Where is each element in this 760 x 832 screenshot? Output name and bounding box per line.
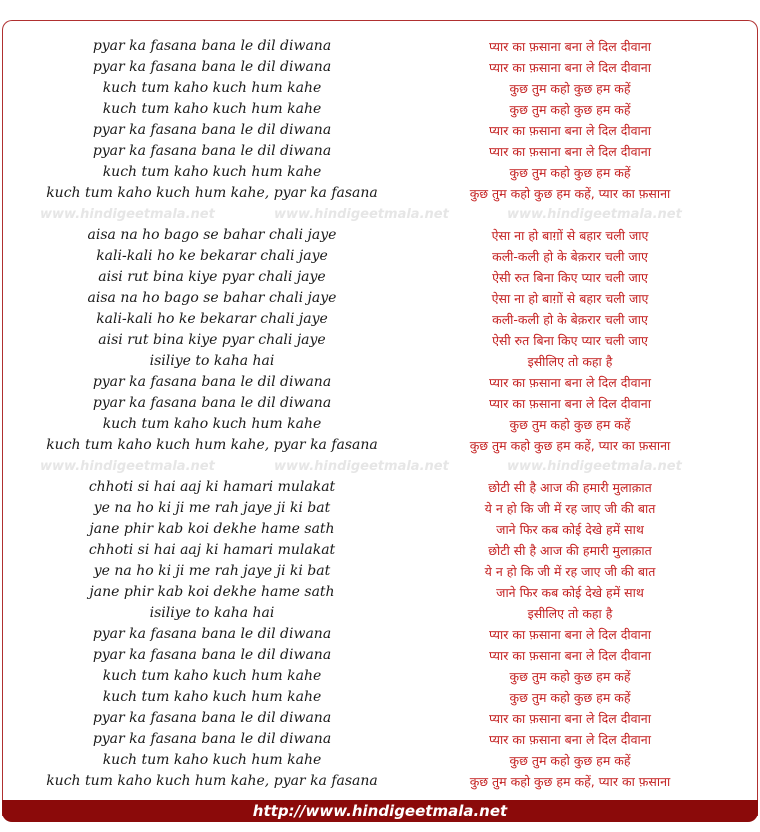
lyric-english: chhoti si hai aaj ki hamari mulakat <box>88 479 336 495</box>
lyric-hindi: इसीलिए तो कहा है <box>527 606 613 621</box>
lyric-hindi: छोटी सी है आज की हमारी मुलाक़ात <box>488 480 652 495</box>
lyric-english: kuch tum kaho kuch hum kahe, pyar ka fasana <box>46 185 378 201</box>
lyric-hindi: प्यार का फ़साना बना ले दिल दीवाना <box>489 375 651 390</box>
lyric-english: aisi rut bina kiye pyar chali jaye <box>98 332 326 348</box>
lyric-line <box>0 309 760 330</box>
lyric-english: pyar ka fasana bana le dil diwana <box>92 38 332 54</box>
lyric-hindi: ऐसी रुत बिना किए प्यार चली जाए <box>492 333 648 348</box>
lyric-hindi: ऐसा ना हो बाग़ों से बहार चली जाए <box>491 228 649 243</box>
lyrics-body <box>0 36 760 792</box>
lyric-english: kuch tum kaho kuch hum kahe <box>102 80 322 96</box>
lyric-english: aisi rut bina kiye pyar chali jaye <box>98 269 326 285</box>
lyric-english: kuch tum kaho kuch hum kahe <box>102 752 322 768</box>
lyric-hindi: प्यार का फ़साना बना ले दिल दीवाना <box>489 732 651 747</box>
lyric-hindi: कली-कली हो के बेक़रार चली जाए <box>492 249 648 264</box>
lyric-line <box>0 519 760 540</box>
lyric-line <box>0 666 760 687</box>
lyric-english: pyar ka fasana bana le dil diwana <box>92 122 332 138</box>
lyric-english: pyar ka fasana bana le dil diwana <box>92 731 332 747</box>
lyric-hindi: कली-कली हो के बेक़रार चली जाए <box>492 312 648 327</box>
lyric-line <box>0 561 760 582</box>
lyric-line <box>0 393 760 414</box>
lyric-line <box>0 162 760 183</box>
lyric-hindi: छोटी सी है आज की हमारी मुलाक़ात <box>488 543 652 558</box>
lyric-hindi: कुछ तुम कहो कुछ हम कहें, प्यार का फ़साना <box>469 774 671 789</box>
lyric-hindi: ऐसा ना हो बाग़ों से बहार चली जाए <box>491 291 649 306</box>
lyric-line <box>0 708 760 729</box>
lyric-hindi: कुछ तुम कहो कुछ हम कहें, प्यार का फ़साना <box>469 186 671 201</box>
lyric-hindi: कुछ तुम कहो कुछ हम कहें <box>509 417 631 432</box>
lyric-line <box>0 477 760 498</box>
lyric-line <box>0 372 760 393</box>
lyric-line <box>0 141 760 162</box>
lyric-hindi: प्यार का फ़साना बना ले दिल दीवाना <box>489 144 651 159</box>
lyric-english: jane phir kab koi dekhe hame sath <box>89 584 335 600</box>
lyric-line <box>0 645 760 666</box>
lyric-hindi: इसीलिए तो कहा है <box>527 354 613 369</box>
watermark-text: www.hindigeetmala.net <box>40 207 215 222</box>
lyric-hindi: कुछ तुम कहो कुछ हम कहें <box>509 669 631 684</box>
lyric-english: isiliye to kaha hai <box>149 605 275 621</box>
lyric-hindi: प्यार का फ़साना बना ले दिल दीवाना <box>489 39 651 54</box>
lyric-english: pyar ka fasana bana le dil diwana <box>92 395 332 411</box>
lyric-line <box>0 729 760 750</box>
lyric-line <box>0 288 760 309</box>
lyric-english: ye na ho ki ji me rah jaye ji ki bat <box>93 563 331 579</box>
lyric-english: kali-kali ho ke bekarar chali jaye <box>96 248 328 264</box>
lyric-english: chhoti si hai aaj ki hamari mulakat <box>88 542 336 558</box>
footer-link[interactable]: http://www.hindigeetmala.net <box>252 802 508 820</box>
lyric-english: aisa na ho bago se bahar chali jaye <box>87 290 337 306</box>
watermark-text: www.hindigeetmala.net <box>507 207 682 222</box>
lyric-hindi: प्यार का फ़साना बना ले दिल दीवाना <box>489 648 651 663</box>
lyric-line <box>0 57 760 78</box>
lyric-english: pyar ka fasana bana le dil diwana <box>92 143 332 159</box>
lyric-hindi: जाने फिर कब कोई देखे हमें साथ <box>496 585 644 600</box>
lyric-english: kuch tum kaho kuch hum kahe <box>102 689 322 705</box>
lyric-hindi: जाने फिर कब कोई देखे हमें साथ <box>496 522 644 537</box>
lyric-english: jane phir kab koi dekhe hame sath <box>89 521 335 537</box>
lyric-line <box>0 582 760 603</box>
lyric-line <box>0 36 760 57</box>
lyric-line <box>0 414 760 435</box>
lyric-line <box>0 225 760 246</box>
lyric-line <box>0 624 760 645</box>
lyric-english: pyar ka fasana bana le dil diwana <box>92 626 332 642</box>
lyric-line <box>0 771 760 792</box>
lyric-line <box>0 78 760 99</box>
lyric-line <box>0 330 760 351</box>
lyric-line <box>0 498 760 519</box>
lyric-english: kuch tum kaho kuch hum kahe, pyar ka fasana <box>46 773 378 789</box>
watermark-text: www.hindigeetmala.net <box>40 459 215 474</box>
lyric-line <box>0 603 760 624</box>
watermark-row <box>0 204 760 225</box>
lyric-english: kuch tum kaho kuch hum kahe <box>102 668 322 684</box>
lyric-hindi: ये न हो कि जी में रह जाए जी की बात <box>484 564 656 579</box>
lyric-hindi: प्यार का फ़साना बना ले दिल दीवाना <box>489 711 651 726</box>
watermark-text: www.hindigeetmala.net <box>274 207 449 222</box>
lyric-hindi: ये न हो कि जी में रह जाए जी की बात <box>484 501 656 516</box>
lyric-english: kuch tum kaho kuch hum kahe <box>102 164 322 180</box>
lyric-english: pyar ka fasana bana le dil diwana <box>92 374 332 390</box>
lyric-line <box>0 183 760 204</box>
lyric-line <box>0 99 760 120</box>
lyric-hindi: ऐसी रुत बिना किए प्यार चली जाए <box>492 270 648 285</box>
watermark-row <box>0 456 760 477</box>
lyric-english: pyar ka fasana bana le dil diwana <box>92 647 332 663</box>
lyric-hindi: प्यार का फ़साना बना ले दिल दीवाना <box>489 123 651 138</box>
lyric-english: kali-kali ho ke bekarar chali jaye <box>96 311 328 327</box>
lyric-english: ye na ho ki ji me rah jaye ji ki bat <box>93 500 331 516</box>
lyric-hindi: कुछ तुम कहो कुछ हम कहें <box>509 81 631 96</box>
lyric-hindi: कुछ तुम कहो कुछ हम कहें <box>509 690 631 705</box>
lyric-hindi: कुछ तुम कहो कुछ हम कहें, प्यार का फ़साना <box>469 438 671 453</box>
lyric-line <box>0 267 760 288</box>
lyric-english: pyar ka fasana bana le dil diwana <box>92 59 332 75</box>
lyric-hindi: कुछ तुम कहो कुछ हम कहें <box>509 165 631 180</box>
lyric-english: pyar ka fasana bana le dil diwana <box>92 710 332 726</box>
watermark-text: www.hindigeetmala.net <box>274 459 449 474</box>
lyric-line <box>0 687 760 708</box>
lyric-line <box>0 540 760 561</box>
lyric-line <box>0 120 760 141</box>
lyric-line <box>0 750 760 771</box>
lyric-english: aisa na ho bago se bahar chali jaye <box>87 227 337 243</box>
lyric-hindi: कुछ तुम कहो कुछ हम कहें <box>509 753 631 768</box>
lyric-english: kuch tum kaho kuch hum kahe <box>102 416 322 432</box>
lyric-hindi: प्यार का फ़साना बना ले दिल दीवाना <box>489 396 651 411</box>
watermark-text: www.hindigeetmala.net <box>507 459 682 474</box>
lyric-line <box>0 435 760 456</box>
lyric-hindi: कुछ तुम कहो कुछ हम कहें <box>509 102 631 117</box>
lyric-hindi: प्यार का फ़साना बना ले दिल दीवाना <box>489 627 651 642</box>
lyric-english: kuch tum kaho kuch hum kahe, pyar ka fasana <box>46 437 378 453</box>
lyric-english: isiliye to kaha hai <box>149 353 275 369</box>
footer-bar <box>2 800 758 822</box>
lyric-english: kuch tum kaho kuch hum kahe <box>102 101 322 117</box>
lyric-line <box>0 246 760 267</box>
lyric-hindi: प्यार का फ़साना बना ले दिल दीवाना <box>489 60 651 75</box>
lyric-line <box>0 351 760 372</box>
